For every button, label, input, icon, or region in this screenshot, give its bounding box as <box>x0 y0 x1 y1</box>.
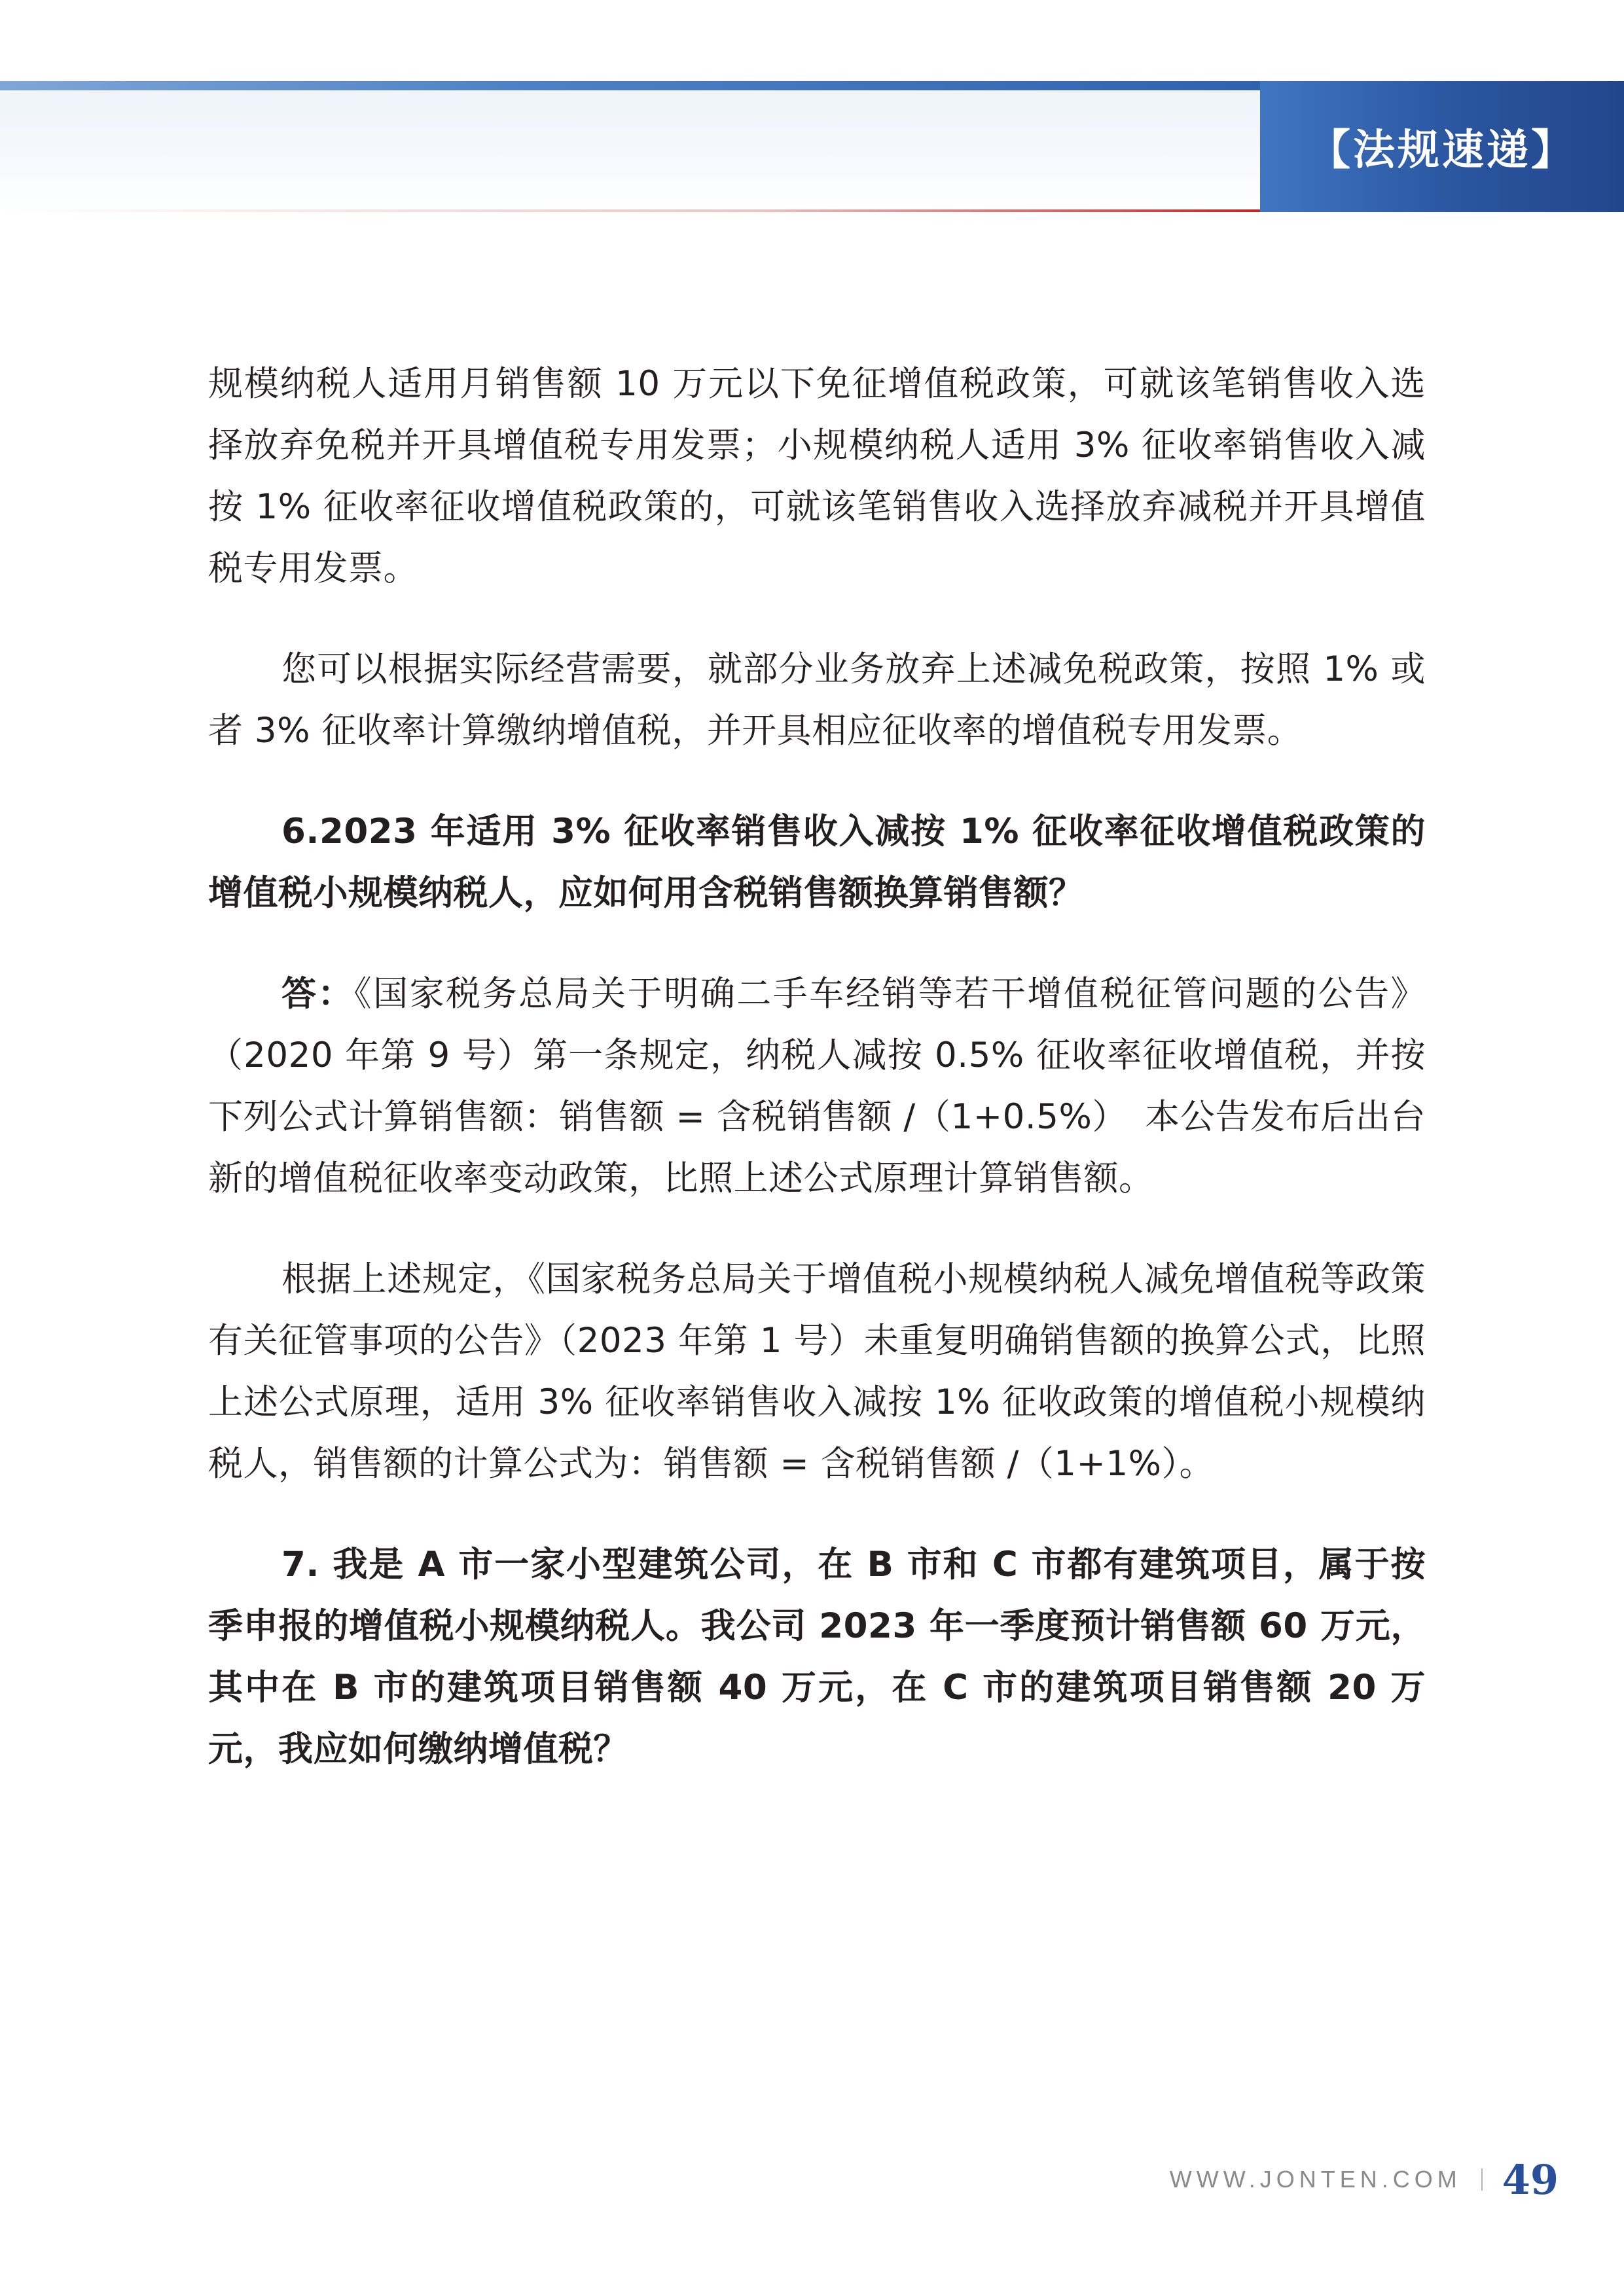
answer-label: 答： <box>281 974 355 1014</box>
answer-6 <box>208 963 1426 1210</box>
paragraph-formula: 根据上述规定，《国家税务总局关于增值税小规模纳税人减免增值税等政策有关征管事项的公告》（2023 年第 1 号）未重复明确销售额的换算公式，比照上述公式原理，适用 3% 征收率销售收入减按 1% 征收政策的增值税小规模纳税人，销售额的计算公式为：销售额 = 含税销售额 /（1+1%）。 <box>208 1259 1426 1484</box>
page-number: 49 <box>1502 2155 1559 2204</box>
question-6: 6.2023 年适用 3% 征收率销售收入减按 1% 征收率征收增值税政策的增值税小规模纳税人，应如何用含税销售额换算销售额？ <box>208 812 1426 913</box>
footer-divider <box>1481 2168 1483 2191</box>
page-footer <box>1170 2153 1559 2206</box>
question-7: 7. 我是 A 市一家小型建筑公司，在 B 市和 C 市都有建筑项目，属于按季申报的增值税小规模纳税人。我公司 2023 年一季度预计销售额 60 万元，其中在 B 市的建筑项目销售额 40 万元，在 C 市的建筑项目销售额 20 万元，我应如何缴纳增值税？ <box>208 1545 1426 1769</box>
paragraph-continued: 规模纳税人适用月销售额 10 万元以下免征增值税政策，可就该笔销售收入选择放弃免税并开具增值税专用发票；小规模纳税人适用 3% 征收率销售收入减按 1% 征收率征收增值税政策的，可就该笔销售收入选择放弃减税并开具增值税专用发票。 <box>208 364 1426 588</box>
footer-url: WWW.JONTEN.COM <box>1169 2166 1462 2193</box>
answer-6-text: 《国家税务总局关于明确二手车经销等若干增值税征管问题的公告》（2020 年第 9 号）第一条规定，纳税人减按 0.5% 征收率征收增值税，并按下列公式计算销售额：销售额 = 含税销售额 /（1+0.5%） 本公告发布后出台新的增值税征收率变动政策，比照上述公式原理计算销售额。 <box>208 974 1426 1198</box>
section-label: 【法规速递】 <box>1308 126 1576 175</box>
header-top-rule <box>0 81 1260 90</box>
paragraph-waiver: 您可以根据实际经营需要，就部分业务放弃上述减免税政策，按照 1% 或者 3% 征收率计算缴纳增值税，并开具相应征收率的增值税专用发票。 <box>208 649 1426 751</box>
article-body <box>208 353 1426 1780</box>
section-tab <box>1260 81 1624 212</box>
header-bottom-rule <box>0 209 1260 212</box>
